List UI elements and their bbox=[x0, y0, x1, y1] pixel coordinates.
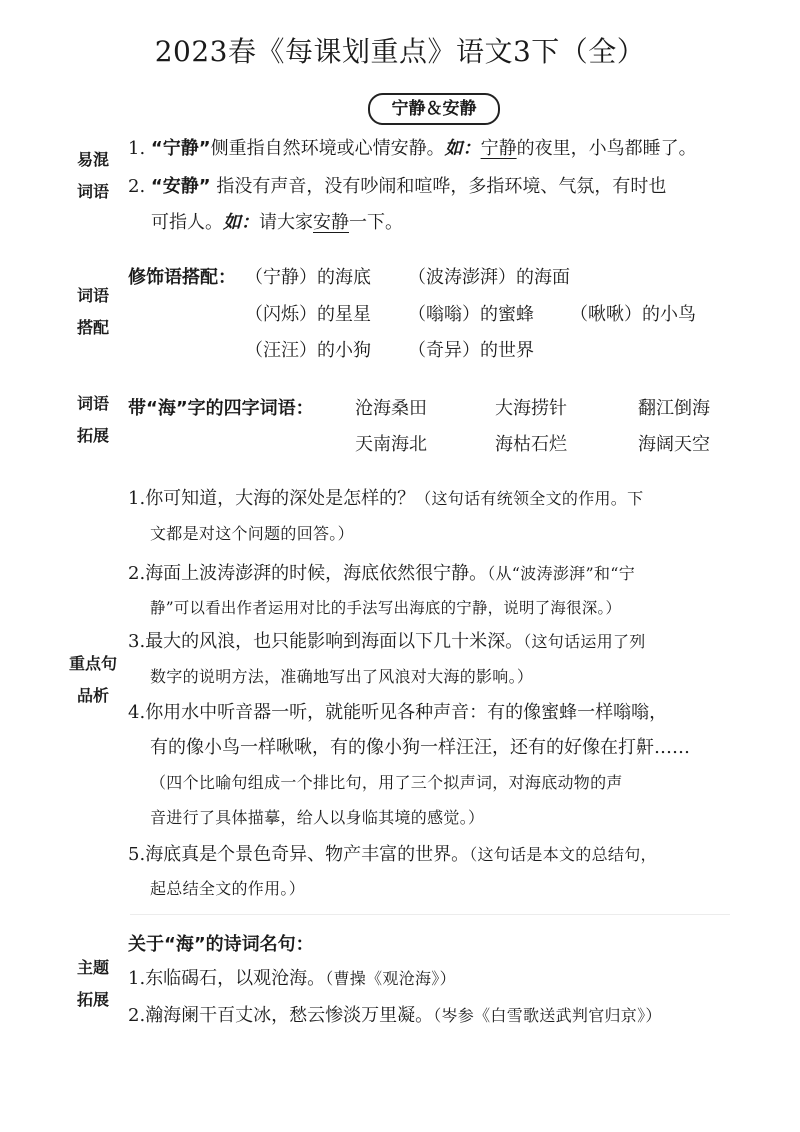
label-line: 词语 bbox=[76, 394, 109, 413]
title-badge: 宁静＆安静 bbox=[368, 93, 500, 125]
label-line: 词语 bbox=[76, 182, 109, 201]
key-sentence-3 bbox=[128, 627, 646, 653]
key-sentence-4 bbox=[128, 698, 667, 724]
poem-line-2 bbox=[128, 1001, 662, 1027]
keyword: “宁静” bbox=[150, 138, 211, 159]
item-number: 2. bbox=[128, 1005, 146, 1026]
example-text: 请大家 bbox=[259, 212, 313, 233]
collocation-heading: 修饰语搭配： bbox=[128, 267, 236, 288]
section-label-theme bbox=[60, 952, 126, 1016]
sentence-note: （这句话有统领全文的作用。下 bbox=[415, 489, 644, 508]
confusing-item-1 bbox=[128, 134, 697, 160]
poem-text: 瀚海阑干百丈冰，愁云惨淡万里凝。 bbox=[145, 1005, 434, 1026]
sentence-note: 文都是对这个问题的回答。） bbox=[150, 524, 354, 543]
sentence-note: 音进行了具体描摹，给人以身临其境的感觉。） bbox=[150, 808, 485, 827]
collocation-phrase: （波涛澎湃）的海面 bbox=[408, 267, 570, 288]
item-number: 1. bbox=[128, 138, 146, 159]
example-text: 的夜里，小鸟都睡了。 bbox=[516, 138, 697, 159]
item-number: 5. bbox=[128, 844, 146, 865]
section-label-collocation bbox=[60, 280, 126, 344]
example-text: 一下。 bbox=[349, 212, 403, 233]
item-number: 2. bbox=[128, 176, 146, 197]
sentence-text: 海面上波涛澎湃的时候，海底依然很宁静。 bbox=[145, 563, 488, 584]
idiom: 大海捞针 bbox=[495, 398, 567, 419]
sentence-text: 你用水中听音器一听，就能听见各种声音：有的像蜜蜂一样嗡嗡， bbox=[145, 702, 668, 723]
item-number: 2. bbox=[128, 563, 146, 584]
item-number: 3. bbox=[128, 631, 146, 652]
sentence-note: （这句话是本文的总结句， bbox=[469, 845, 657, 864]
idiom: 天南海北 bbox=[355, 434, 427, 455]
label-line: 词语 bbox=[76, 286, 109, 305]
sentence-text: 海底真是个景色奇异、物产丰富的世界。 bbox=[145, 844, 470, 865]
confusing-item-2 bbox=[128, 172, 666, 198]
sentence-text: 你可知道，大海的深处是怎样的？ bbox=[145, 488, 416, 509]
idiom: 海枯石烂 bbox=[495, 434, 567, 455]
item-number: 1. bbox=[128, 968, 146, 989]
poem-source: （岑参《白雪歌送武判官归京》） bbox=[433, 1006, 662, 1025]
item-number: 4. bbox=[128, 702, 146, 723]
example-underlined: 宁静 bbox=[480, 138, 517, 159]
idiom: 海阔天空 bbox=[638, 434, 710, 455]
collocation-phrase: （汪汪）的小狗 bbox=[245, 340, 371, 361]
expansion-heading: 带“海”字的四字词语： bbox=[128, 398, 314, 419]
section-divider bbox=[130, 914, 730, 915]
item-text: 指没有声音，没有吵闹和喧哗，多指环境、气氛，有时也 bbox=[216, 176, 667, 197]
key-sentence-5 bbox=[128, 840, 657, 866]
collocation-phrase: （嗡嗡）的蜜蜂 bbox=[408, 304, 534, 325]
collocation-phrase: （啾啾）的小鸟 bbox=[570, 304, 696, 325]
section-label-confusing bbox=[60, 144, 126, 208]
section-label-key-sentences bbox=[56, 648, 130, 712]
sentence-note: （从“波涛澎湃”和“宁 bbox=[487, 564, 636, 583]
confusing-item-2-cont bbox=[151, 208, 403, 234]
poem-source: （曹操《观沧海》） bbox=[325, 969, 456, 988]
label-line: 品析 bbox=[76, 686, 109, 705]
label-line: 重点句 bbox=[68, 654, 117, 673]
item-text: 可指人。 bbox=[151, 212, 223, 233]
key-sentence-1 bbox=[128, 484, 643, 510]
sentence-text: 最大的风浪，也只能影响到海面以下几十米深。 bbox=[145, 631, 524, 652]
label-line: 搭配 bbox=[76, 318, 109, 337]
example-underlined: 安静 bbox=[313, 212, 349, 233]
key-sentence-2 bbox=[128, 559, 635, 585]
keyword: “安静” bbox=[150, 176, 211, 197]
label-line: 主题 bbox=[76, 958, 109, 977]
page-title: 2023春《每课划重点》语文3下（全） bbox=[154, 35, 646, 68]
sentence-note: （这句话运用了列 bbox=[523, 632, 646, 651]
poem-text: 东临碣石，以观沧海。 bbox=[145, 968, 326, 989]
example-marker: 如： bbox=[444, 138, 481, 159]
theme-heading: 关于“海”的诗词名句： bbox=[128, 934, 314, 955]
sentence-note: 数字的说明方法，准确地写出了风浪对大海的影响。） bbox=[150, 667, 534, 686]
section-label-expansion bbox=[60, 388, 126, 452]
label-line: 拓展 bbox=[76, 426, 109, 445]
sentence-note: 起总结全文的作用。） bbox=[150, 879, 306, 898]
item-text: 侧重指自然环境或心情安静。 bbox=[210, 138, 445, 159]
collocation-phrase: （奇异）的世界 bbox=[408, 340, 534, 361]
item-number: 1. bbox=[128, 488, 146, 509]
sentence-note: （四个比喻句组成一个排比句，用了三个拟声词，对海底动物的声 bbox=[150, 773, 623, 792]
collocation-phrase: （宁静）的海底 bbox=[245, 267, 371, 288]
example-marker: 如： bbox=[223, 212, 259, 233]
label-line: 拓展 bbox=[76, 990, 109, 1009]
poem-line-1 bbox=[128, 964, 456, 990]
label-line: 易混 bbox=[76, 150, 109, 169]
idiom: 翻江倒海 bbox=[638, 398, 710, 419]
sentence-note: 静”可以看出作者运用对比的手法写出海底的宁静，说明了海很深。） bbox=[150, 599, 622, 617]
sentence-text: 有的像小鸟一样啾啾，有的像小狗一样汪汪，还有的好像在打鼾…… bbox=[150, 737, 690, 758]
idiom: 沧海桑田 bbox=[355, 398, 427, 419]
collocation-phrase: （闪烁）的星星 bbox=[245, 304, 371, 325]
